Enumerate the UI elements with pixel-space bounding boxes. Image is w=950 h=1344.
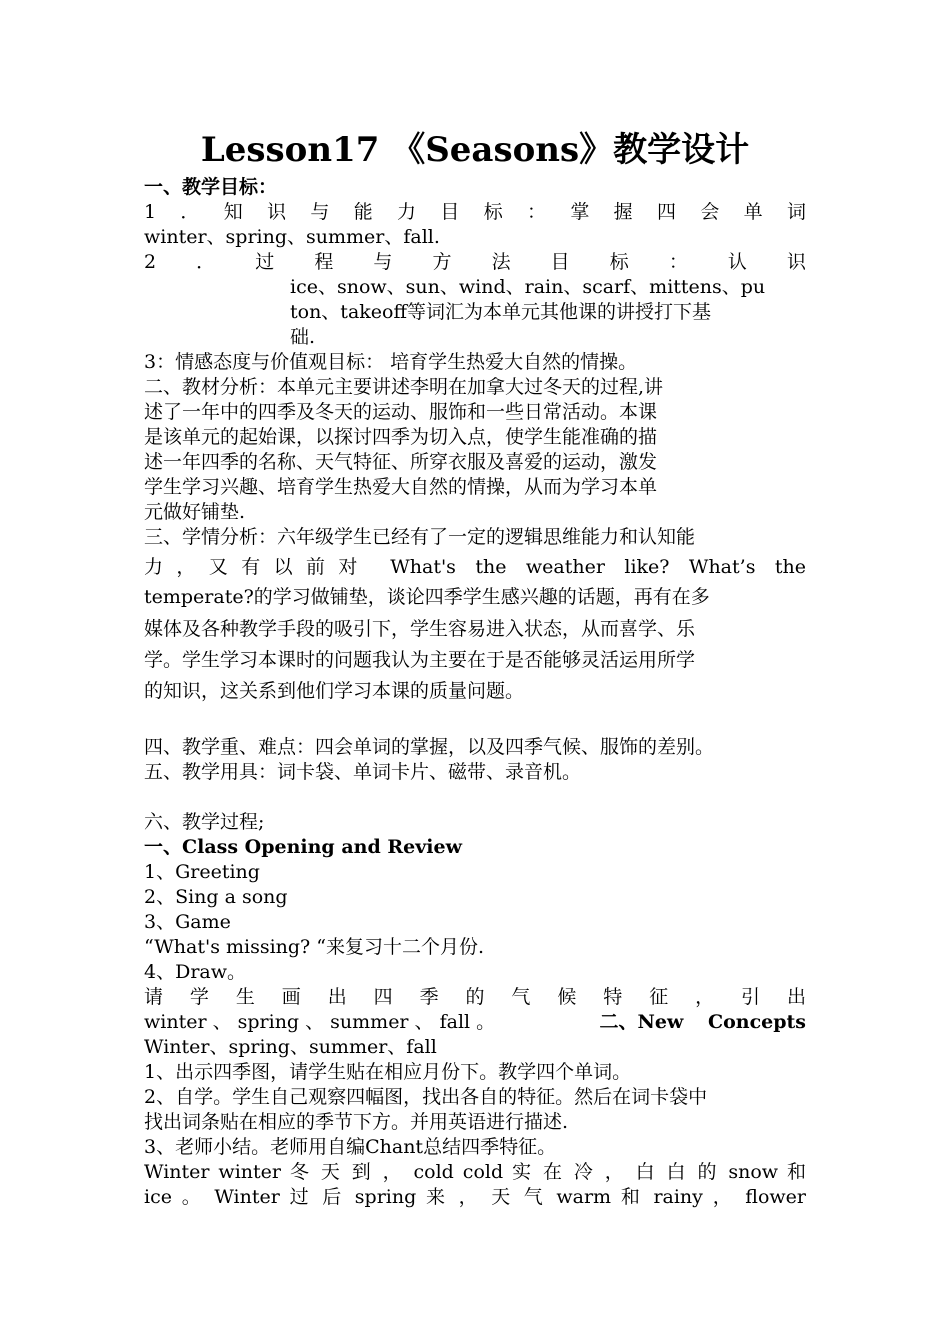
objective-1-line: 1．知识与能力目标：掌握四会单词 [144,201,806,223]
new-concepts-words: Winter、spring、summer、fall [144,1036,437,1058]
objective-2-words-1: ice、snow、sun、wind、rain、scarf、mittens、pu [290,276,766,298]
student-analysis-line-6: 的知识，这关系到他们学习本课的质量问题。 [144,680,525,702]
objective-2-words-3: 础. [290,326,316,348]
chant-line-1: Winter winter 冬 天 到 ， cold cold 实 在 冷 ， 白 白 的 snow 和 [144,1161,806,1183]
student-analysis-line-5: 学。学生学习本课时的问题我认为主要在于是否能够灵活运用所学 [144,649,696,671]
objective-2-words-2: ton、takeoff等词汇为本单元其他课的讲授打下基 [290,301,711,323]
game-description: “What's missing? “来复习十二个月份. [144,936,485,958]
section-heading-objectives: 一、教学目标： [144,176,278,198]
objective-2-line: 2．过程与方法目标：认识 [144,251,806,273]
page-title: Lesson17 《Seasons》教学设计 [200,130,750,170]
student-analysis-line-3: temperate?的学习做铺垫，谈论四季学生感兴趣的话题，再有在多 [144,586,710,608]
chant-line-2: ice 。 Winter 过 后 spring 来 ， 天 气 warm 和 rainy ， flower [144,1186,806,1208]
student-analysis-line-2: 力，又有以前对 What's the weather like? What’s the [144,556,806,578]
step-sing-song: 2、Sing a song [144,886,288,908]
key-points-line: 四、教学重、难点：四会单词的掌握，以及四季气候、服饰的差别。 [144,736,715,758]
draw-description: 请学生画出四季的气候特征，引出 [144,986,806,1008]
material-analysis-line-5: 学生学习兴趣、培育学生热爱大自然的情操，从而为学习本单 [144,476,658,498]
seasons-words: winter 、 spring 、 summer 、 fall 。 [144,1011,496,1033]
seasons-words-row [144,1010,806,1035]
student-analysis-line-1: 三、学情分析：六年级学生已经有了一定的逻辑思维能力和认知能 [144,526,696,548]
student-analysis-line-4: 媒体及各种教学手段的吸引下，学生容易进入状态，从而喜学、乐 [144,618,696,640]
step-draw: 4、Draw。 [144,961,246,983]
material-analysis-line-6: 元做好铺垫. [144,501,246,523]
material-analysis-line-2: 述了一年中的四季及冬天的运动、服饰和一些日常活动。本课 [144,401,658,423]
material-analysis-line-4: 述一年四季的名称、天气特征、所穿衣服及喜爱的运动，激发 [144,451,658,473]
objective-3-line: 3：情感态度与价值观目标： 培育学生热爱大自然的情操。 [144,351,638,373]
new-concepts-step-2b: 找出词条贴在相应的季节下方。并用英语进行描述. [144,1111,569,1133]
teaching-aids-line: 五、教学用具：词卡袋、单词卡片、磁带、录音机。 [144,761,582,783]
new-concepts-step-2a: 2、自学。学生自己观察四幅图，找出各自的特征。然后在词卡袋中 [144,1086,708,1108]
class-opening-heading: 一、Class Opening and Review [144,836,462,858]
new-concepts-heading: 二、New Concepts [599,1011,806,1033]
procedure-heading: 六、教学过程; [144,811,265,833]
material-analysis-line-1: 二、教材分析：本单元主要讲述李明在加拿大过冬天的过程,讲 [144,376,664,398]
step-greeting: 1、Greeting [144,861,260,883]
objective-1-words: winter、spring、summer、fall. [144,226,440,248]
new-concepts-step-3: 3、老师小结。老师用自编Chant总结四季特征。 [144,1136,557,1158]
step-game: 3、Game [144,911,231,933]
material-analysis-line-3: 是该单元的起始课，以探讨四季为切入点，使学生能准确的描 [144,426,658,448]
new-concepts-step-1: 1、出示四季图，请学生贴在相应月份下。教学四个单词。 [144,1061,632,1083]
